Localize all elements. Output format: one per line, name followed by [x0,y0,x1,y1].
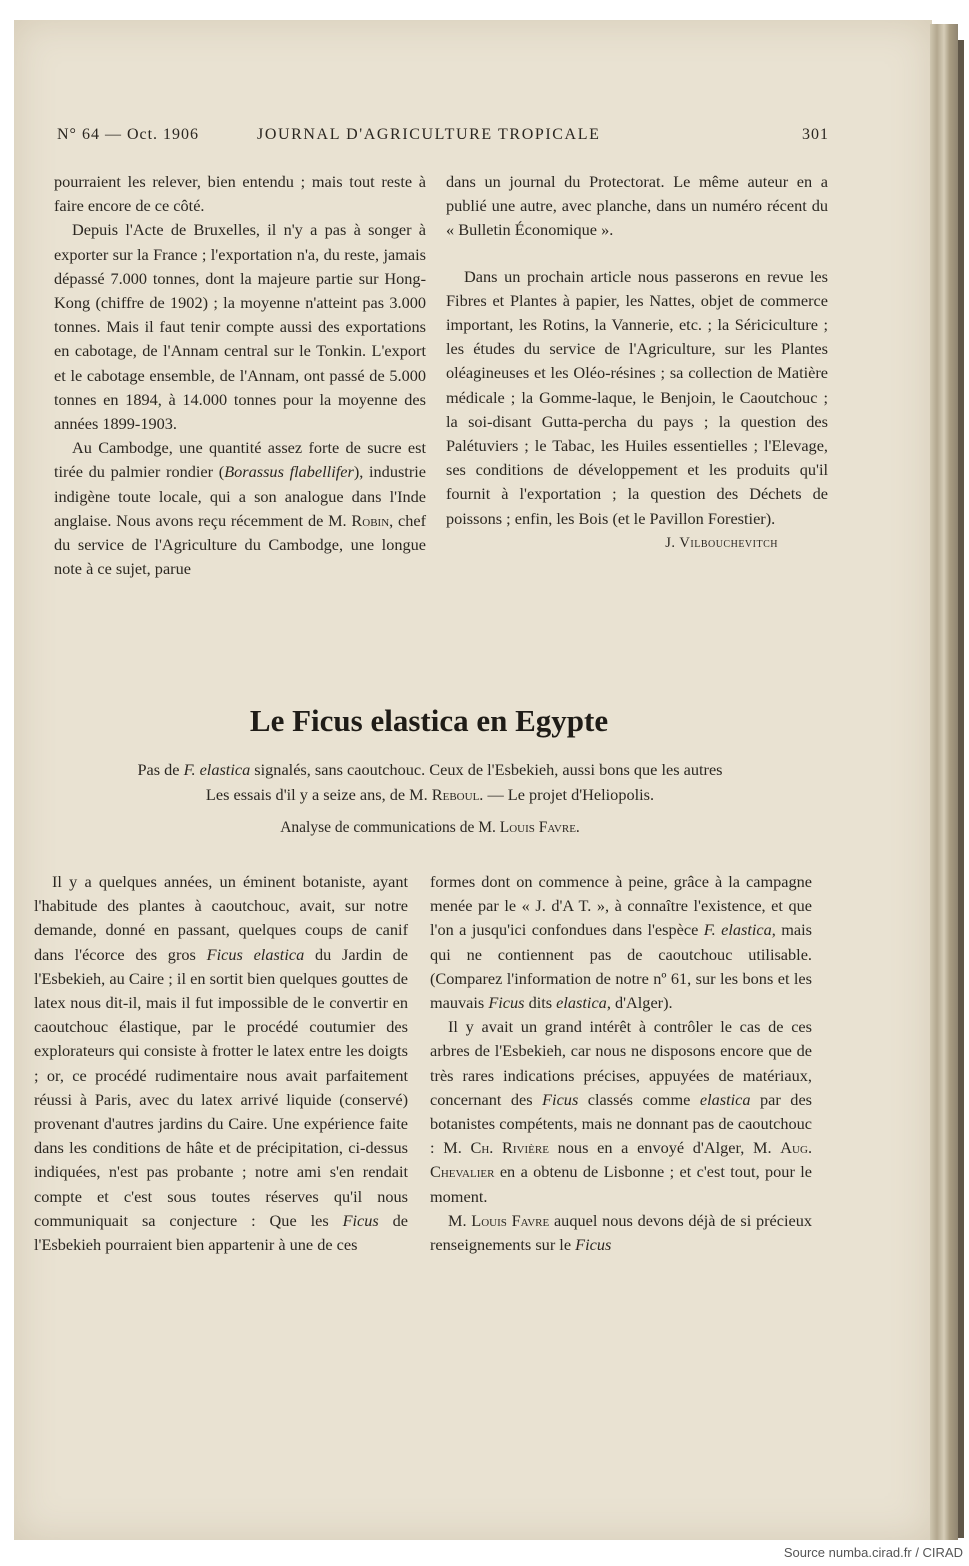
paragraph: Depuis l'Acte de Bruxelles, il n'y a pas à songer à exporter sur la France ; l'exportation n'a, du reste, jamais dépassé 7.000 tonnes, dont la majeure partie sur Hong-Kong (chiffre de 1902) ; la moyenne n'atteint pas 3.000 tonnes. Mais il faut tenir compte aussi des exportations en cabotage, de l'Annam central sur le Tonkin. L'export et le cabotage ensemble, de l'Annam, ont passé de 5.000 tonnes en 1894, à 14.000 tonnes pour la moyenne des années 1899-1903. [54,220,426,434]
page-edge-shadow [958,40,964,1538]
paragraph: Au Cambodge, une quantité assez forte de sucre est tirée du palmier rondier (Borassus flabellifer), industrie indigène toute locale, qui a son analogue dans l'Inde anglaise. Nous avons reçu récemment de M. Robin, chef du service de l'Agriculture du Cambodge, une longue note à ce sujet, parue [54,438,427,579]
paragraph: Dans un prochain article nous passerons en revue les Fibres et Plantes à papier, les Nattes, objet de commerce important, les Rotins, la Vannerie, etc. ; la Sériciculture ; les études du service de l'Agriculture, sur les Plantes oléagineuses et les Oléo-résines ; sa collection de Matière médicale ; la Gomme-laque, le Benjoin, le Caoutchouc ; la soi-disant Gutta-percha du pays ; la question des Palétuviers ; le Tabac, les Huiles essentielles ; l'Elevage, ses conditions de développement et les produits qu'il fournit à l'exportation ; la question des Déchets de poissons ; enfin, les Bois (et le Pavillon Forestier). [446,266,828,528]
paragraph: Il y a quelques années, un éminent botaniste, ayant l'habitude des plantes à caoutchouc, avait, sur notre demande, donné en passant, quelques coups de canif dans l'écorce des gros Ficus elastica du Jardin de l'Esbekieh, au Caire ; il en sortit bien quelques gouttes de latex nous dit-il, mais il fut impossible de le convertir en caoutchouc élastique, par le procédé coutumier des explorateurs qui consiste à frotter le latex entre les doigts ; or, ce procédé rudimentaire nous avait parfaitement réussi à Paris, avec du latex arrivé liquide (conservé) provenant d'autres jardins du Caire. Une expérience faite dans les conditions de hâte et de précipitation, ci-dessus indiquées, n'est pas probante ; notre ami s'en rendait compte et c'est sous toutes réserves qu'il nous communiquait sa conjecture : Que les Ficus de l'Esbekieh pourraient bien appartenir à une de ces [34,872,409,1255]
article-title: Le Ficus elastica en Egypte [249,703,609,738]
paragraph: dans un journal du Protectorat. Le même auteur en a publié une autre, avec planche, dans un numéro récent du « Bulletin Économique ». [446,172,828,240]
journal-title: JOURNAL D'AGRICULTURE TROPICALE [257,126,601,143]
page-number: 301 [802,126,829,143]
paragraph: pourraient les relever, bien entendu ; mais tout reste à faire encore de ce côté. [54,172,426,216]
page-edge [930,24,958,1540]
column-bottom-right [430,870,812,1257]
column-top-left [54,170,426,581]
author-signature: J. Vilbouchevitch [665,534,778,551]
article-byline: Analyse de communications de M. Louis Favre. [280,819,580,836]
paragraph: formes dont on commence à peine, grâce à la campagne menée par le « J. d'A T. », à connaître l'existence, et que l'on a jusqu'ici confondues dans l'espèce F. elastica, mais qui ne contiennent pas de caoutchouc utilisable. (Comparez l'information de notre nº 61, sur les bons et les mauvais Ficus dits elastica, d'Alger). [430,872,812,1013]
article-summary-line-2: Les essais d'il y a seize ans, de M. Reboul. — Le projet d'Heliopolis. [205,785,655,804]
column-top-right [446,170,828,555]
issue-date: N° 64 — Oct. 1906 [57,126,200,143]
article-summary-line-1: Pas de F. elastica signalés, sans caoutchouc. Ceux de l'Esbekieh, aussi bons que les autres [137,760,723,779]
column-bottom-left [34,870,408,1257]
running-header [57,126,829,150]
source-credit: Source numba.cirad.fr / CIRAD [783,1545,963,1560]
paragraph: M. Louis Favre auquel nous devons déjà de si précieux renseignements sur le Ficus [430,1210,812,1255]
paragraph: Il y avait un grand intérêt à contrôler le cas de ces arbres de l'Esbekieh, car nous ne disposons encore que de très rares indications précises, appuyées de matériaux, concernant des Ficus classés comme elastica par des botanistes compétents, mais ne donnant pas de caoutchouc : M. Ch. Rivière nous en a envoyé d'Alger, M. Aug. Chevalier en a obtenu de Lisbonne ; et c'est tout, pour le moment. [430,1017,813,1206]
